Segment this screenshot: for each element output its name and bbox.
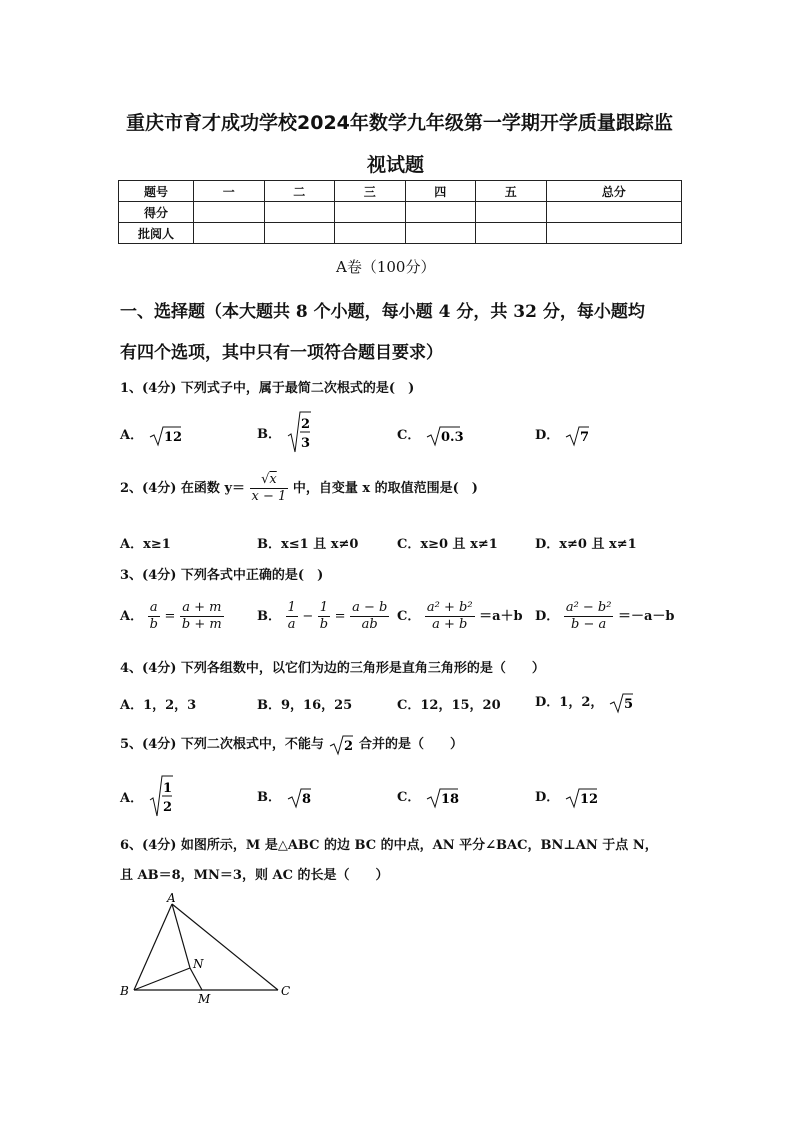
q4-option-b: B．9，16，25 xyxy=(257,698,353,713)
fraction xyxy=(564,600,614,633)
minus-sign: − xyxy=(302,609,314,624)
fraction xyxy=(148,600,160,633)
numerator: 1 xyxy=(318,600,330,617)
question-6-stem-line1: 6、(4分) 如图所示，M 是△ABC 的边 BC 的中点，AN 平分∠BAC，BN⊥AN 于点 N， xyxy=(120,838,658,853)
numerator: a + m xyxy=(180,600,224,617)
q3-option-c xyxy=(397,600,523,633)
q4-option-d xyxy=(535,691,634,714)
score-cell xyxy=(405,223,476,244)
question-6-stem-line2: 且 AB＝8，MN＝3，则 AC 的长是（ ） xyxy=(120,868,389,883)
sqrt-icon xyxy=(564,787,598,809)
q3-option-a xyxy=(120,600,224,633)
option-label: B． xyxy=(257,427,281,442)
numerator: 1 xyxy=(162,781,172,796)
option-label: D． xyxy=(535,609,560,624)
q1-option-d xyxy=(535,424,590,447)
sqrt-icon xyxy=(608,692,634,714)
score-table xyxy=(118,180,682,244)
q4-option-c: C．12，15，20 xyxy=(397,698,501,713)
score-table-header: 题号 xyxy=(119,181,194,202)
q5-option-b xyxy=(257,786,312,809)
stem-text: 5、(4分) 下列二次根式中，不能与 xyxy=(120,737,324,752)
score-table-header: 三 xyxy=(335,181,406,202)
stem-text: 中，自变量 x 的取值范围是( ) xyxy=(292,481,478,496)
sqrt-icon xyxy=(425,425,464,447)
question-1-stem: 1、(4分) 下列式子中，属于最简二次根式的是( ) xyxy=(120,381,415,396)
denominator: 3 xyxy=(300,436,310,451)
score-cell xyxy=(194,223,265,244)
question-2-stem xyxy=(120,472,478,505)
label-b: B xyxy=(120,984,129,998)
page-title-line2: 视试题 xyxy=(367,154,425,176)
q1-option-c xyxy=(397,424,464,447)
q5-option-a xyxy=(120,774,174,818)
fraction xyxy=(180,600,224,633)
radicand: 12 xyxy=(163,429,182,445)
sqrt-fraction-icon xyxy=(148,774,174,818)
sqrt-icon xyxy=(148,425,182,447)
numerator: a² + b² xyxy=(426,600,473,615)
label-m: M xyxy=(198,992,211,1006)
score-cell xyxy=(264,202,335,223)
radicand: 7 xyxy=(579,429,589,445)
radicand: 0.3 xyxy=(440,429,464,445)
question-5-stem xyxy=(120,733,463,756)
denominator: b xyxy=(319,617,329,632)
score-table-header-row xyxy=(119,181,682,202)
fraction xyxy=(318,600,330,633)
option-label: A． xyxy=(120,609,144,624)
q4-option-a: A．1，2，3 xyxy=(120,698,197,713)
denominator: b − a xyxy=(571,617,607,632)
option-label: B． xyxy=(257,609,281,624)
score-table-row-label: 得分 xyxy=(119,202,194,223)
sqrt-icon xyxy=(286,787,312,809)
q2-option-c: C．x≥0 且 x≠1 xyxy=(397,537,498,552)
option-label: A． xyxy=(120,791,144,806)
segment-an xyxy=(172,904,190,968)
label-c: C xyxy=(281,984,291,998)
radicand: 12 xyxy=(579,791,598,807)
stem-text: 合并的是（ ） xyxy=(358,737,463,752)
stem-text: 2、(4分) 在函数 y＝ xyxy=(120,481,245,496)
sqrt-icon xyxy=(564,425,590,447)
q2-option-a: A．x≥1 xyxy=(120,537,171,552)
radicand: 18 xyxy=(440,791,459,807)
q2-option-d: D．x≠0 且 x≠1 xyxy=(535,537,637,552)
equals-sign: = xyxy=(164,609,176,624)
radicand: x xyxy=(269,472,277,487)
score-table-header: 五 xyxy=(476,181,547,202)
score-table-row xyxy=(119,223,682,244)
q1-option-b xyxy=(257,410,312,454)
score-cell xyxy=(264,223,335,244)
denominator: b + m xyxy=(181,617,222,632)
sqrt-icon xyxy=(328,734,354,756)
score-table-header: 四 xyxy=(405,181,476,202)
option-label: D．1，2， xyxy=(535,695,604,710)
q5-option-c xyxy=(397,786,459,809)
option-label: A． xyxy=(120,428,144,443)
numerator: a² − b² xyxy=(565,600,612,615)
numerator: a − b xyxy=(352,600,388,615)
sqrt-icon xyxy=(425,787,459,809)
fraction xyxy=(425,600,475,633)
q5-option-d xyxy=(535,786,598,809)
option-label: C． xyxy=(397,790,421,805)
segment-mn xyxy=(190,968,202,990)
numerator: √x xyxy=(250,472,289,489)
section-heading-line1: 一、选择题（本大题共 8 个小题，每小题 4 分，共 32 分，每小题均 xyxy=(120,302,645,322)
q1-option-a xyxy=(120,424,182,447)
score-table-row-label: 批阅人 xyxy=(119,223,194,244)
option-label: C． xyxy=(397,428,421,443)
sqrt-fraction-icon xyxy=(286,410,312,454)
section-heading-line2: 有四个选项，其中只有一项符合题目要求） xyxy=(120,343,443,363)
option-label: D． xyxy=(535,790,560,805)
denominator: 2 xyxy=(162,800,172,815)
score-cell xyxy=(476,202,547,223)
score-cell xyxy=(335,223,406,244)
page-title-line1: 重庆市育才成功学校2024年数学九年级第一学期开学质量跟踪监 xyxy=(126,112,673,134)
function-fraction xyxy=(250,472,289,505)
score-cell xyxy=(405,202,476,223)
score-cell xyxy=(546,202,682,223)
numerator: a xyxy=(148,600,160,617)
score-cell xyxy=(546,223,682,244)
option-tail: ＝－a－b xyxy=(618,609,675,624)
numerator: 2 xyxy=(300,417,310,432)
question-3-stem: 3、(4分) 下列各式中正确的是( ) xyxy=(120,568,324,583)
score-table-row xyxy=(119,202,682,223)
option-tail: ＝a＋b xyxy=(479,609,523,624)
denominator: x − 1 xyxy=(251,489,287,504)
score-table-header: 总分 xyxy=(546,181,682,202)
option-label: C． xyxy=(397,609,421,624)
option-label: D． xyxy=(535,428,560,443)
option-label: B． xyxy=(257,790,281,805)
score-table-header: 一 xyxy=(194,181,265,202)
score-cell xyxy=(476,223,547,244)
denominator: a + b xyxy=(432,617,468,632)
radicand: 8 xyxy=(301,791,311,807)
q3-option-d xyxy=(535,600,675,633)
label-n: N xyxy=(193,957,204,971)
question-4-stem: 4、(4分) 下列各组数中，以它们为边的三角形是直角三角形的是（ ） xyxy=(120,661,545,676)
score-table-header: 二 xyxy=(264,181,335,202)
volume-label: A卷（100分） xyxy=(336,258,436,276)
numerator: 1 xyxy=(287,600,296,615)
denominator: ab xyxy=(361,617,378,632)
triangle-figure xyxy=(112,890,312,1010)
fraction xyxy=(286,600,298,633)
q3-option-b xyxy=(257,600,389,633)
label-a: A xyxy=(167,891,176,905)
denominator: a xyxy=(287,617,296,632)
denominator: b xyxy=(149,617,158,632)
segment-ac xyxy=(172,904,278,990)
radicand: 2 xyxy=(344,738,354,754)
score-cell xyxy=(194,202,265,223)
score-cell xyxy=(335,202,406,223)
q2-option-b: B．x≤1 且 x≠0 xyxy=(257,537,359,552)
radicand: 5 xyxy=(623,696,633,712)
equals-sign: = xyxy=(334,609,346,624)
fraction xyxy=(350,600,389,633)
